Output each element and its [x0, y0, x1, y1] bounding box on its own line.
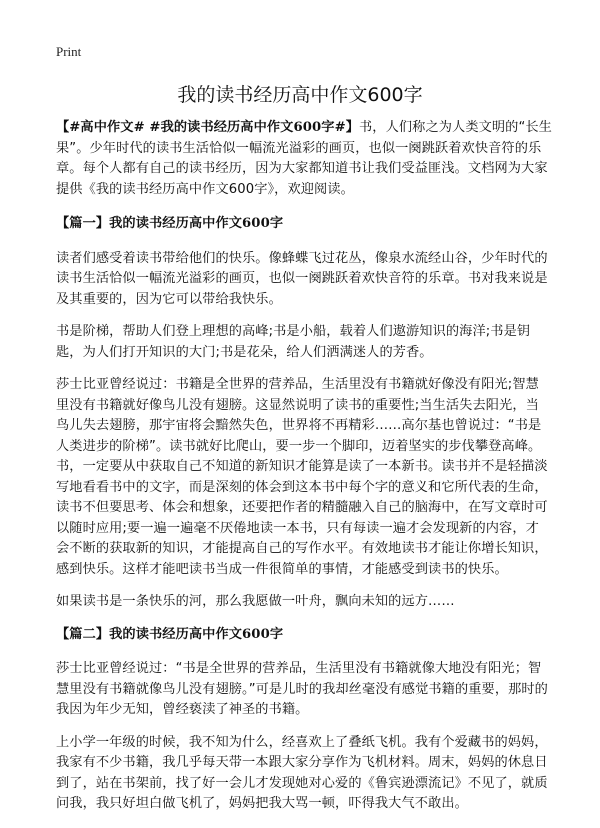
paragraph: 读者们感受着读书带给他们的快乐。像蜂蝶飞过花丛，像泉水流经山谷，少年时代的读书生活恰似一幅流光溢彩的画页，也似一阕跳跃着欢快音符的乐章。书对我来说是及其重要的，因为它可以带给我快乐。: [56, 250, 548, 307]
paragraph: 书是阶梯，帮助人们登上理想的高峰;书是小船，载着人们遨游知识的海洋;书是钥匙，为人们打开知识的大门;书是花朵，给人们洒满迷人的芳香。: [56, 324, 531, 360]
intro-keyword: 【#高中作文# #我的读书经历高中作文600字#】: [56, 120, 360, 135]
paragraph: 莎士比亚曾经说过：书籍是全世界的营养品，生活里没有书籍就好像没有阳光;智慧里没有书籍就好像鸟儿没有翅膀。这显然说明了读书的重要性;当生活失去阳光，当鸟儿失去翅膀，那宇宙将会黯然失色，世界将不再精彩……高尔基也曾说过：“书是人类进步的阶梯”。读书就好比爬山，要一步一个脚印，迈着坚实的步伐攀登高峰。书，一定要从中获取自己不知道的新知识才能算是读了一本新书。读书并不是轻描淡写地看看书中的文字，而是深刻的体会到这本书中每个字的意义和它所代表的生命，读书不但要思考、体会和想象，还要把作者的精髓融入自己的脑海中，在写文章时可以随时应用;要一遍一遍毫不厌倦地读一本书，只有每读一遍才会发现新的内容，才会不断的获取新的知识，才能提高自己的写作水平。有效地读书才能让你增长知识，感到快乐。这样才能吧读书当成一件很简单的事情，才能感受到读书的快乐。: [56, 377, 548, 577]
section-heading-2: 【篇二】我的读书经历高中作文600字: [56, 626, 284, 642]
article-body: [56, 118, 552, 827]
page-title: 我的读书经历高中作文600字: [177, 84, 423, 106]
intro-paragraph: [56, 118, 552, 200]
section-heading-1: 【篇一】我的读书经历高中作文600字: [56, 216, 284, 231]
paragraph: 如果读书是一条快乐的河，那么我愿做一叶舟，飘向未知的远方……: [56, 594, 455, 609]
print-link[interactable]: Print: [56, 44, 82, 59]
intro-text: 书，人们称之为人类文明的“长生果”。少年时代的读书生活恰似一幅流光溢彩的画页，也似一阕跳跃着欢快音符的乐章。每个人都有自己的读书经历，因为大家都知道书让我们受益匪浅。文档网为大家提供《我的读书经历高中作文600字》，欢迎阅读。: [56, 120, 552, 197]
paragraph: 上小学一年级的时候，我不知为什么，经喜欢上了叠纸飞机。我有个爱藏书的妈妈，我家有不少书籍，我几乎每天带一本跟大家分享作为飞机材料。周末，妈妈的休息日到了，站在书架前，找了好一会儿才发现她对心爱的《鲁宾逊漂流记》不见了，就质问我，我只好坦白做飞机了，妈妈把我大骂一顿，吓得我大气不敢出。: [56, 734, 548, 811]
paragraph: 莎士比亚曾经说过：“书是全世界的营养品，生活里没有书籍就像大地没有阳光；智慧里没有书籍就像鸟儿没有翅膀。”可是儿时的我却丝毫没有感觉书籍的重要，那时的我因为年少无知，曾经亵渎了神圣的书籍。: [56, 661, 548, 717]
